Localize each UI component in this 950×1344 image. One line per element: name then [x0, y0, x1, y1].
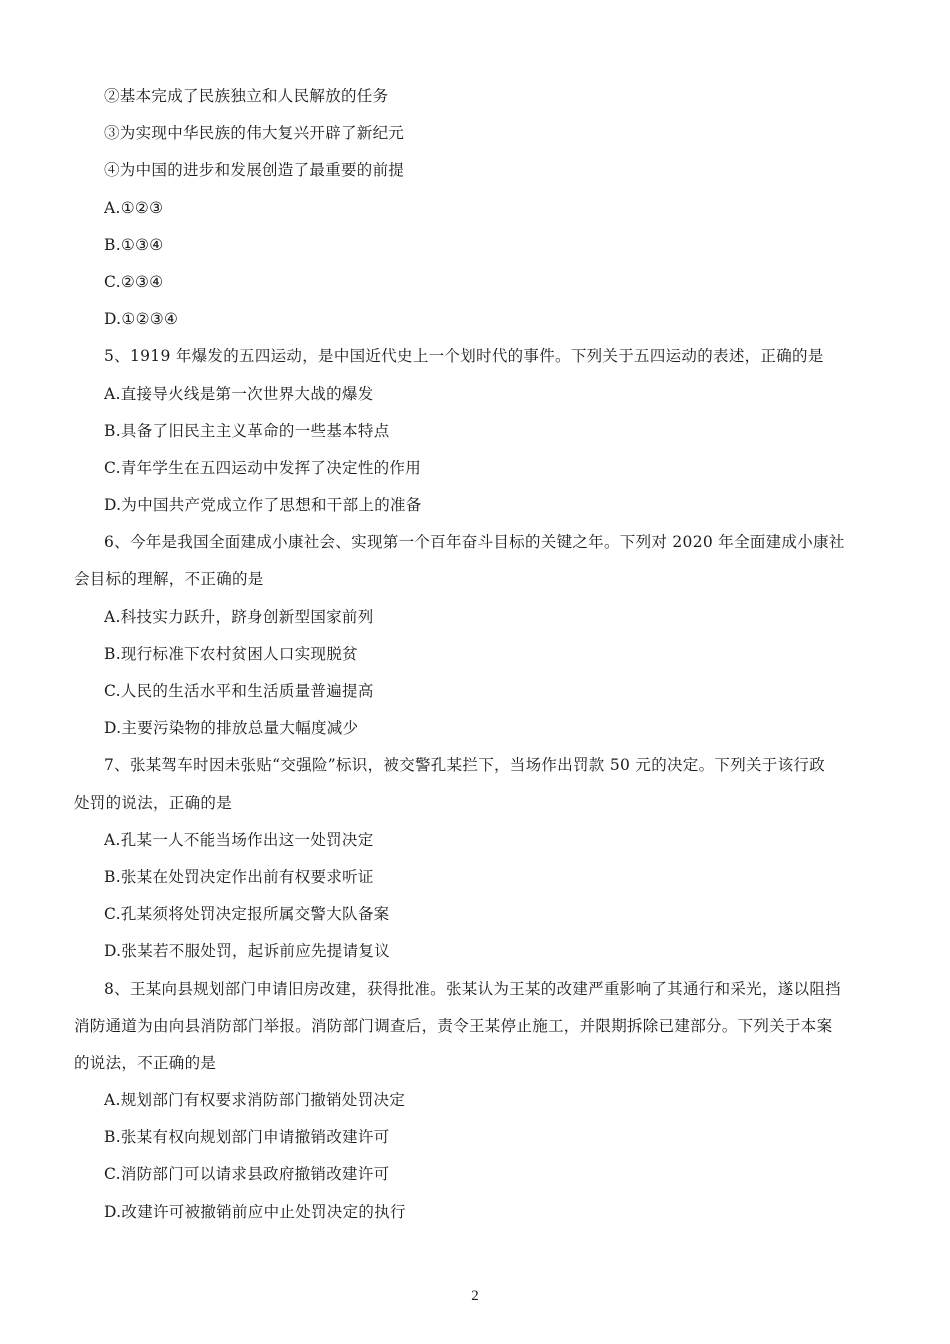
page-content	[74, 84, 884, 1237]
question-7	[74, 753, 884, 976]
question-stem-continued: 会目标的理解，不正确的是	[74, 570, 264, 589]
question-stem: 8、王某向县规划部门申请旧房改建，获得批准。张某认为王某的改建严重影响了其通行和采光，遂以阻挡	[104, 979, 841, 998]
option-a: A.规划部门有权要求消防部门撤销处罚决定	[104, 1091, 406, 1110]
option-c: C.人民的生活水平和生活质量普遍提高	[104, 682, 374, 700]
question-8	[74, 977, 884, 1237]
option-a: A.科技实力跃升，跻身创新型国家前列	[104, 607, 374, 626]
question-6	[74, 530, 884, 753]
question-stem: 6、今年是我国全面建成小康社会、实现第一个百年奋斗目标的关键之年。下列对 2020 年全面建成小康社	[104, 533, 845, 552]
page-number: 2	[471, 1288, 479, 1304]
statement-item: ④为中国的进步和发展创造了最重要的前提	[104, 161, 405, 180]
option-d: D.改建许可被撤销前应中止处罚决定的执行	[104, 1202, 406, 1221]
option-d: D.为中国共产党成立作了思想和干部上的准备	[104, 496, 422, 515]
question-stem-continued: 的说法，不正确的是	[74, 1053, 217, 1072]
option-c: C.孔某须将处罚决定报所属交警大队备案	[104, 905, 390, 924]
statement-item: ②基本完成了民族独立和人民解放的任务	[104, 87, 389, 105]
option-d: D.主要污染物的排放总量大幅度减少	[104, 719, 359, 738]
question-5	[74, 344, 884, 530]
option-b: B.张某有权向规划部门申请撤销改建许可	[104, 1128, 390, 1147]
option-c: C.②③④	[104, 272, 164, 291]
option-a: A.①②③	[104, 198, 164, 217]
option-a: A.直接导火线是第一次世界大战的爆发	[104, 384, 374, 403]
question-stem: 7、张某驾车时因未张贴“交强险”标识，被交警孔某拦下，当场作出罚款 50 元的决定。下列关于该行政	[104, 756, 825, 775]
question-stem-continued: 处罚的说法，正确的是	[74, 793, 233, 812]
option-d: D.张某若不服处罚，起诉前应先提请复议	[104, 942, 391, 961]
option-b: B.①③④	[104, 235, 164, 254]
question-stem: 5、1919 年爆发的五四运动，是中国近代史上一个划时代的事件。下列关于五四运动的表述，正确的是	[104, 347, 824, 366]
option-b: B.张某在处罚决定作出前有权要求听证	[104, 867, 374, 886]
statement-item: ③为实现中华民族的伟大复兴开辟了新纪元	[104, 124, 405, 143]
question-stem-continued: 消防通道为由向县消防部门举报。消防部门调查后，责令王某停止施工，并限期拆除已建部分。下列关于本案	[74, 1016, 833, 1035]
option-c: C.消防部门可以请求县政府撤销改建许可	[104, 1165, 390, 1184]
option-c: C.青年学生在五四运动中发挥了决定性的作用	[104, 458, 422, 477]
question-4-continued	[74, 84, 884, 344]
option-b: B.现行标准下农村贫困人口实现脱贫	[104, 644, 358, 663]
option-b: B.具备了旧民主主义革命的一些基本特点	[104, 421, 390, 440]
option-d: D.①②③④	[104, 310, 179, 329]
option-a: A.孔某一人不能当场作出这一处罚决定	[104, 830, 374, 849]
